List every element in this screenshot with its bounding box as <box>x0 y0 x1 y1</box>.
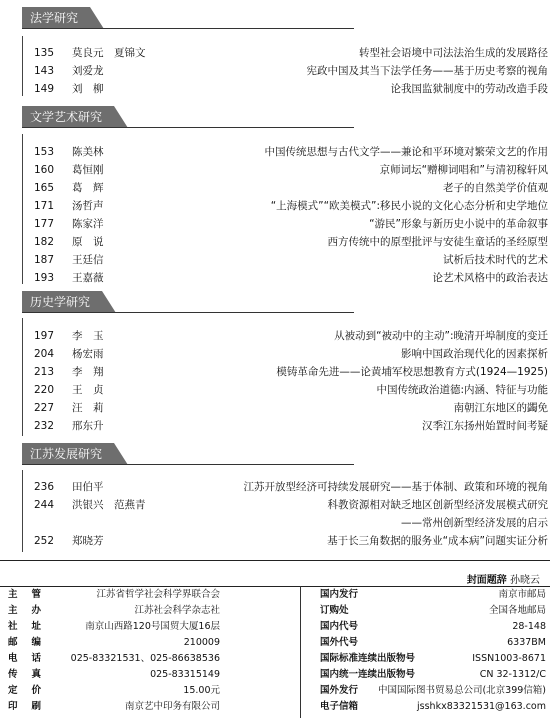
info-label: 主管 <box>8 589 56 600</box>
toc-list <box>22 327 548 435</box>
page-number: 135 <box>34 47 55 59</box>
toc-row[interactable] <box>22 143 548 161</box>
footer-divider <box>0 560 550 561</box>
article-title: 西方传统中的原型批评与安徒生童话的圣经原型 <box>327 236 548 248</box>
toc-row[interactable] <box>22 161 548 179</box>
toc-list <box>22 44 548 98</box>
info-value: 28-148 <box>512 621 546 632</box>
section-rule <box>22 312 354 313</box>
info-label: 国外代号 <box>320 637 359 648</box>
section-heading: 江苏发展研究 <box>22 443 114 465</box>
page-number: 204 <box>34 348 55 360</box>
toc-list <box>22 143 548 287</box>
toc-row[interactable] <box>22 496 548 514</box>
article-title: “游民”形象与新历史小说中的革命叙事 <box>369 218 548 230</box>
toc-row[interactable] <box>22 215 548 233</box>
info-value: ISSN1003-8671 <box>472 653 546 664</box>
page-number: 143 <box>34 65 55 77</box>
info-line <box>0 619 550 635</box>
authors: 郑晓芳 <box>72 535 104 547</box>
article-title: 宪政中国及其当下法学任务——基于历史考察的视角 <box>306 65 548 77</box>
toc-row[interactable] <box>22 381 548 399</box>
toc-row[interactable] <box>22 399 548 417</box>
article-title: 从被动到“被动中的主动”:晚清开埠制度的变迁 <box>334 330 548 342</box>
section-rule <box>22 28 354 29</box>
toc-row[interactable] <box>22 478 548 496</box>
cover-label: 封面题辞 <box>466 575 507 586</box>
section-rule <box>22 464 354 465</box>
info-value: CN 32-1312/C <box>479 669 546 680</box>
article-title: 汉季江东扬州始置时间考疑 <box>422 420 548 432</box>
info-value: 中国国际图书贸易总公司(北京399信箱) <box>377 685 546 696</box>
info-value: 江苏社会科学杂志社 <box>134 605 220 616</box>
authors: 葛 辉 <box>72 182 104 194</box>
info-value: 025-83321531、025-86638536 <box>70 653 220 664</box>
info-value: 15.00元 <box>183 685 220 696</box>
page-number: 177 <box>34 218 55 230</box>
info-value: 南京市邮局 <box>498 589 546 600</box>
toc-row-continuation <box>22 514 548 532</box>
info-value: 江苏省哲学社会科学界联合会 <box>96 589 220 600</box>
article-title: 转型社会语境中司法法治生成的发展路径 <box>359 47 548 59</box>
toc-row[interactable] <box>22 233 548 251</box>
page-number: 182 <box>34 236 55 248</box>
page-number: 227 <box>34 402 55 414</box>
authors: 刘爱龙 <box>72 65 104 77</box>
article-title: 论艺术风格中的政治表达 <box>432 272 548 284</box>
toc-row[interactable] <box>22 251 548 269</box>
authors: 汤哲声 <box>72 200 104 212</box>
article-title: 中国传统思想与古代文学——兼论和平环境对繁荣文艺的作用 <box>264 146 548 158</box>
section-heading: 历史学研究 <box>22 291 102 313</box>
info-label: 国内代号 <box>320 621 359 632</box>
info-label: 国外发行 <box>320 685 359 696</box>
info-line <box>0 651 550 667</box>
article-title: 科教资源相对缺乏地区创新型经济发展模式研究 <box>327 499 548 511</box>
info-line <box>0 683 550 699</box>
authors: 李 翔 <box>72 366 104 378</box>
info-value: 南京山西路120号国贸大厦16层 <box>85 621 220 632</box>
page-number: 197 <box>34 330 55 342</box>
info-label: 国际标准连续出版物号 <box>320 653 416 664</box>
page-number: 252 <box>34 535 55 547</box>
page-number: 160 <box>34 164 55 176</box>
toc-row[interactable] <box>22 363 548 381</box>
info-label: 国内发行 <box>320 589 359 600</box>
article-title: 老子的自然美学价值观 <box>443 182 548 194</box>
info-label: 定价 <box>8 685 56 696</box>
article-title: 论我国监狱制度中的劳动改造手段 <box>390 83 548 95</box>
page-number: 220 <box>34 384 55 396</box>
toc-row[interactable] <box>22 62 548 80</box>
info-label: 国内统一连续出版物号 <box>320 669 416 680</box>
info-value: 全国各地邮局 <box>488 605 546 616</box>
article-title: 试析后技术时代的艺术 <box>443 254 548 266</box>
publication-info <box>0 586 550 718</box>
authors: 陈美林 <box>72 146 104 158</box>
article-title: 江苏开放型经济可持续发展研究——基于体制、政策和环境的视角 <box>243 481 548 493</box>
page-number: 149 <box>34 83 55 95</box>
toc-row[interactable] <box>22 327 548 345</box>
toc-row[interactable] <box>22 80 548 98</box>
authors: 莫良元 夏锦文 <box>72 47 146 59</box>
section-heading: 法学研究 <box>22 7 90 29</box>
authors: 田伯平 <box>72 481 104 493</box>
page-number: 187 <box>34 254 55 266</box>
toc-row[interactable] <box>22 417 548 435</box>
authors: 邢东升 <box>72 420 104 432</box>
section-heading: 文学艺术研究 <box>22 106 114 128</box>
page-number: 244 <box>34 499 55 511</box>
authors: 王 贞 <box>72 384 104 396</box>
page-number: 193 <box>34 272 55 284</box>
authors: 李 玉 <box>72 330 104 342</box>
info-line <box>0 587 550 603</box>
info-label: 印刷 <box>8 701 56 712</box>
article-title: 中国传统政治道德:内涵、特征与功能 <box>376 384 548 396</box>
article-title: 南朝江东地区的蠲免 <box>453 402 548 414</box>
article-subtitle: ——常州创新型经济发展的启示 <box>401 517 548 529</box>
page-number: 232 <box>34 420 55 432</box>
info-line <box>0 667 550 683</box>
toc-row[interactable] <box>22 44 548 62</box>
section-rule <box>22 127 354 128</box>
authors: 汪 莉 <box>72 402 104 414</box>
info-line <box>0 699 550 715</box>
info-value: 南京艺中印务有限公司 <box>124 701 220 712</box>
article-title: 模铸革命先进——论黄埔军校思想教育方式(1924—1925) <box>276 366 548 378</box>
info-label: 电子信箱 <box>320 701 359 712</box>
authors: 杨宏雨 <box>72 348 104 360</box>
info-label: 传真 <box>8 669 56 680</box>
info-line <box>0 603 550 619</box>
info-value: 6337BM <box>507 637 546 648</box>
cover-credit <box>467 571 540 586</box>
article-title: “上海模式”“欧美模式”:移民小说的文化心态分析和史学地位 <box>270 200 548 212</box>
page-number: 165 <box>34 182 55 194</box>
toc-list <box>22 478 548 550</box>
page-number: 171 <box>34 200 55 212</box>
toc-row[interactable] <box>22 197 548 215</box>
cover-name: 孙晓云 <box>510 575 540 586</box>
toc-row[interactable] <box>22 269 548 287</box>
authors: 陈家洋 <box>72 218 104 230</box>
info-label: 社址 <box>8 621 56 632</box>
article-title: 影响中国政治现代化的因素探析 <box>401 348 548 360</box>
authors: 原 说 <box>72 236 104 248</box>
page-number: 213 <box>34 366 55 378</box>
article-title: 京师词坛“赠柳词唱和”与清初稼轩风 <box>379 164 548 176</box>
info-label: 邮编 <box>8 637 56 648</box>
authors: 王廷信 <box>72 254 104 266</box>
info-line <box>0 635 550 651</box>
authors: 洪银兴 范燕青 <box>72 499 146 511</box>
authors: 刘 柳 <box>72 83 104 95</box>
info-label: 订购处 <box>320 605 349 616</box>
info-label: 主办 <box>8 605 56 616</box>
toc-row[interactable] <box>22 345 548 363</box>
info-label: 电话 <box>8 653 56 664</box>
page-number: 153 <box>34 146 55 158</box>
page-number: 236 <box>34 481 55 493</box>
info-value: 025-83315149 <box>150 669 220 680</box>
authors: 王嘉薇 <box>72 272 104 284</box>
toc-row[interactable] <box>22 532 548 550</box>
toc-row[interactable] <box>22 179 548 197</box>
authors: 葛恒刚 <box>72 164 104 176</box>
email-link[interactable]: jsshkx83321531@163.com <box>417 701 546 712</box>
article-title: 基于长三角数据的服务业“成本病”问题实证分析 <box>327 535 548 547</box>
info-value: 210009 <box>183 637 220 648</box>
